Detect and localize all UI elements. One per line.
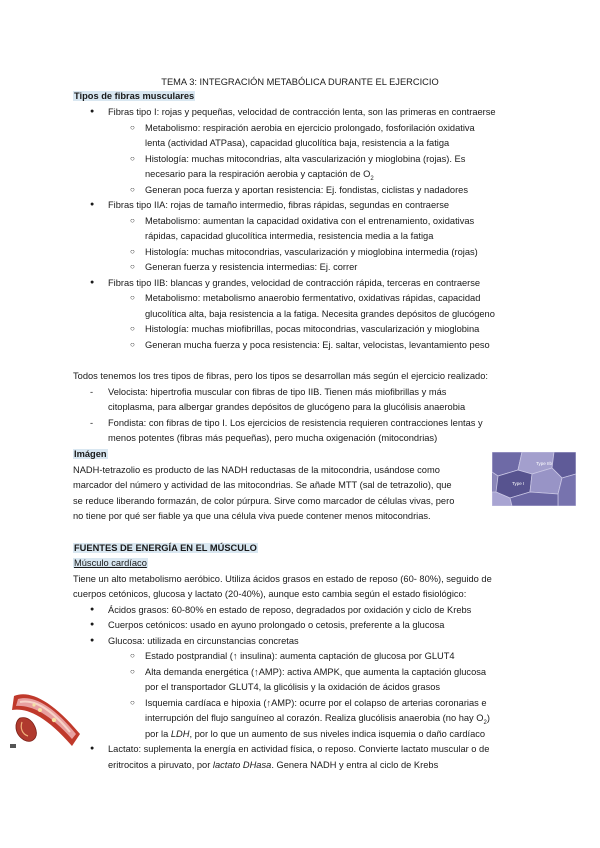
- section-heading-imagen: [73, 448, 108, 460]
- list-item-continuation: [108, 759, 438, 771]
- paragraph-line: se reduce liberando formazán, de color púrpura. Sirve como marcador de células vivas, pero: [73, 496, 455, 506]
- lactato-prefix: eritrocitos a piruvato, por: [108, 760, 213, 770]
- list-item-continuation: [145, 168, 374, 185]
- list-item: - Velocista: hipertrofia muscular con fibras de tipo IIB. Tienen más miofibrillas y más: [108, 386, 446, 398]
- list-item: - Fondista: con fibras de tipo I. Los ejercicios de resistencia requieren contracciones lentas y: [108, 417, 483, 429]
- o2-subscript: 2: [483, 719, 487, 726]
- list-item: ○ Metabolismo: respiración aerobia en ejercicio prolongado, fosforilación oxidativa: [145, 122, 475, 134]
- list-item-continuation: [145, 712, 490, 729]
- list-item: ○ Generan mucha fuerza y poca resistencia: Ej. saltar, velocistas, levantamiento peso: [145, 339, 490, 351]
- fuentes-heading-text: FUENTES DE ENERGÍA EN EL MÚSCULO: [74, 543, 257, 553]
- paragraph-line: marcador del número y actividad de las mitocondrias. Se añade MTT (sal de tetrazolio), que: [73, 480, 452, 490]
- fibras-heading-text: Tipos de fibras musculares: [74, 91, 195, 101]
- list-item: ● Fibras tipo I: rojas y pequeñas, velocidad de contracción lenta, son las primeras en contraerse: [108, 106, 496, 118]
- fig-label-type-i: Type I: [512, 481, 525, 486]
- list-item: ○ Isquemia cardíaca e hipoxia (↑AMP): ocurre por el colapso de arterias coronarias e: [145, 697, 487, 709]
- o2-line-text: interrupción del flujo sanguíneo al corazón. Realiza glucólisis anaerobia (no hay O: [145, 713, 484, 723]
- lactato-suffix: . Genera NADH y entra al ciclo de Krebs: [271, 760, 439, 770]
- section-heading-fibras: [73, 90, 195, 102]
- list-item-continuation: por el transportador GLUT4, la glicólisis y la oxidación de ácidos grasos: [145, 682, 441, 692]
- list-item: ○ Histología: muchas mitocondrias, alta vascularización y mioglobina (rojas). Es: [145, 153, 465, 165]
- fig-label-type-iib: Type IIb: [536, 461, 553, 466]
- list-item-continuation: rápidas, capacidad glucolítica intermedia, resistencia media a la fatiga: [145, 231, 434, 241]
- paragraph: Todos tenemos los tres tipos de fibras, pero los tipos se desarrollan más según el ejercicio realizado:: [73, 371, 488, 381]
- list-item: ○ Generan fuerza y resistencia intermedias: Ej. correr: [145, 261, 357, 273]
- paragraph-line: cuerpos cetónicos, glucosa y lactato (20-40%), aunque esto cambia según el estado fisiológico:: [73, 589, 467, 599]
- list-item: ○ Metabolismo: aumentan la capacidad oxidativa con el entrenamiento, oxidativas: [145, 215, 474, 227]
- list-item: ○ Metabolismo: metabolismo anaerobio fermentativo, oxidativas rápidas, capacidad: [145, 292, 480, 304]
- page-title: TEMA 3: INTEGRACIÓN METABÓLICA DURANTE EL EJERCICIO: [161, 77, 439, 87]
- list-item: ○ Estado postprandial (↑ insulina): aumenta captación de glucosa por GLUT4: [145, 650, 455, 662]
- musculo-cardiaco-heading: Músculo cardíaco: [74, 558, 147, 568]
- list-item: ○ Alta demanda energética (↑AMP): activa AMPK, que aumenta la captación glucosa: [145, 666, 486, 678]
- list-item: ● Fibras tipo IIA: rojas de tamaño intermedio, fibras rápidas, segundas en contraerse: [108, 199, 449, 211]
- ldh-prefix: por la: [145, 729, 171, 739]
- close-paren: ): [486, 713, 490, 723]
- list-item: ● Fibras tipo IIB: blancas y grandes, velocidad de contracción rápida, terceras en contraerse: [108, 277, 480, 289]
- list-item: ● Ácidos grasos: 60-80% en estado de reposo, degradados por oxidación y ciclo de Krebs: [108, 604, 471, 616]
- list-item: ○ Generan poca fuerza y aportan resistencia: Ej. fondistas, ciclistas y nadadores: [145, 184, 468, 196]
- list-item: ○ Histología: muchas miofibrillas, pocas mitocondrias, vascularización y mioglobina: [145, 323, 479, 335]
- paragraph-line: Tiene un alto metabolismo aeróbico. Utiliza ácidos grasos en estado de reposo (60- 80%), seguido de: [73, 574, 492, 584]
- artery-heart-illustration: [10, 688, 86, 752]
- paragraph-line: no tiene por qué ser fiable ya que una célula viva puede contener menos mitocondrias.: [73, 511, 431, 521]
- list-item-continuation: menos potentes (fibras más pequeñas), pero mucha oxigenación (mitocondrias): [108, 433, 438, 443]
- ldh-term: LDH: [170, 729, 190, 739]
- paragraph-line: NADH-tetrazolio es producto de las NADH reductasas de la mitocondria, usándose como: [73, 465, 440, 475]
- o2-subscript: 2: [370, 175, 374, 182]
- list-item: ● Lactato: suplementa la energía en actividad física, o reposo. Convierte lactato muscular o de: [108, 743, 489, 755]
- list-item-continuation: [145, 728, 485, 740]
- muscle-fiber-stain-image: [492, 452, 576, 506]
- list-item-continuation: glucolítica alta, baja resistencia a la fatiga. Necesita grandes depósitos de glucógeno: [145, 309, 495, 319]
- subsection-heading: [73, 557, 148, 569]
- o2-line-text: necesario para la respiración aerobia y captación de O: [145, 169, 371, 179]
- list-item-continuation: lenta (actividad ATPasa), capacidad glucolítica baja, resistencia a la fatiga: [145, 138, 450, 148]
- list-item: ● Cuerpos cetónicos: usado en ayuno prolongado o cetosis, preferente a la glucosa: [108, 619, 444, 631]
- list-item: ● Glucosa: utilizada en circunstancias concretas: [108, 635, 299, 647]
- list-item-continuation: citoplasma, para albergar grandes depósitos de glucógeno para la glucólisis anaerobia: [108, 402, 466, 412]
- list-item: ○ Histología: muchas mitocondrias, vascularización y mioglobina intermedia (rojas): [145, 246, 478, 258]
- section-heading-fuentes: [73, 542, 258, 554]
- ldh-suffix: , por lo que un aumento de sus niveles indica isquemia o daño cardíaco: [189, 729, 486, 739]
- imagen-heading-text: Imágen: [74, 449, 107, 459]
- lactato-dhasa-term: lactato DHasa: [212, 760, 272, 770]
